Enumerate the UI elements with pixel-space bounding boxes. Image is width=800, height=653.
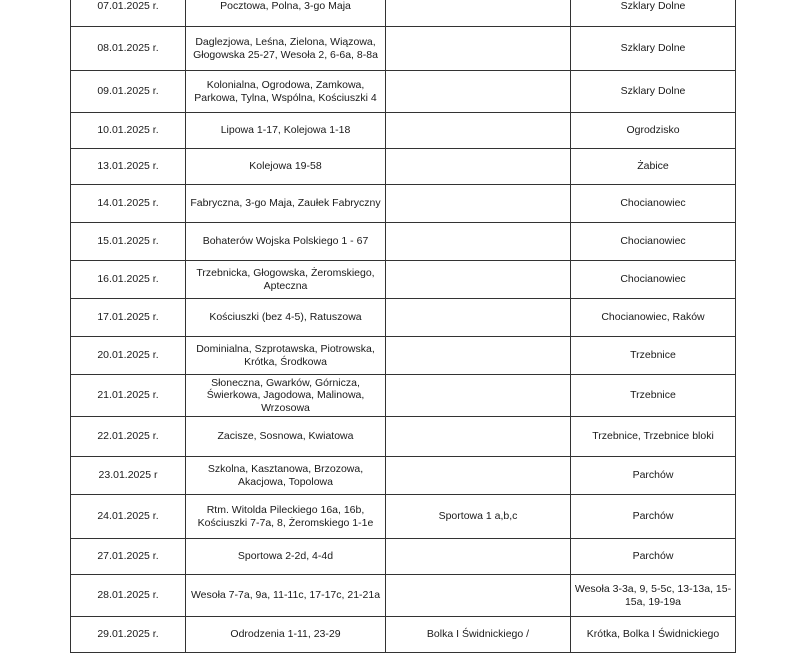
- locality-cell: Trzebnice: [571, 337, 736, 375]
- extra-streets-cell: [386, 71, 571, 113]
- streets-cell: Dominialna, Szprotawska, Piotrowska, Krótka, Środkowa: [186, 337, 386, 375]
- streets-cell: Sportowa 2-2d, 4-4d: [186, 539, 386, 575]
- streets-cell: Kościuszki (bez 4-5), Ratuszowa: [186, 299, 386, 337]
- locality-cell: Chocianowiec: [571, 223, 736, 261]
- extra-streets-cell: [386, 457, 571, 495]
- date-cell: 22.01.2025 r.: [71, 417, 186, 457]
- extra-streets-cell: [386, 337, 571, 375]
- streets-cell: Daglezjowa, Leśna, Zielona, Wiązowa, Głogowska 25-27, Wesoła 2, 6-6a, 8-8a: [186, 27, 386, 71]
- date-cell: 08.01.2025 r.: [71, 27, 186, 71]
- table-row: [71, 113, 736, 149]
- streets-cell: Szkolna, Kasztanowa, Brzozowa, Akacjowa, Topolowa: [186, 457, 386, 495]
- extra-streets-cell: [386, 223, 571, 261]
- streets-cell: Kolonialna, Ogrodowa, Zamkowa, Parkowa, Tylna, Wspólna, Kościuszki 4: [186, 71, 386, 113]
- table-row: [71, 261, 736, 299]
- date-cell: 14.01.2025 r.: [71, 185, 186, 223]
- extra-streets-cell: [386, 575, 571, 617]
- date-cell: 17.01.2025 r.: [71, 299, 186, 337]
- locality-cell: Szklary Dolne: [571, 71, 736, 113]
- streets-cell: Pocztowa, Polna, 3-go Maja: [186, 0, 386, 27]
- date-cell: 09.01.2025 r.: [71, 71, 186, 113]
- table-row: [71, 337, 736, 375]
- table-row: [71, 575, 736, 617]
- table-row: [71, 185, 736, 223]
- locality-cell: Szklary Dolne: [571, 0, 736, 27]
- extra-streets-cell: [386, 375, 571, 417]
- table-row: [71, 71, 736, 113]
- locality-cell: Chocianowiec: [571, 185, 736, 223]
- locality-cell: Chocianowiec, Raków: [571, 299, 736, 337]
- locality-cell: Parchów: [571, 539, 736, 575]
- table-row: [71, 617, 736, 653]
- table-row: [71, 375, 736, 417]
- table-row: [71, 27, 736, 71]
- extra-streets-cell: [386, 299, 571, 337]
- locality-cell: Krótka, Bolka I Świdnickiego: [571, 617, 736, 653]
- streets-cell: Bohaterów Wojska Polskiego 1 - 67: [186, 223, 386, 261]
- streets-cell: Trzebnicka, Głogowska, Żeromskiego, Apteczna: [186, 261, 386, 299]
- date-cell: 07.01.2025 r.: [71, 0, 186, 27]
- locality-cell: Szklary Dolne: [571, 27, 736, 71]
- extra-streets-cell: [386, 539, 571, 575]
- streets-cell: Fabryczna, 3-go Maja, Zaułek Fabryczny: [186, 185, 386, 223]
- extra-streets-cell: [386, 113, 571, 149]
- date-cell: 24.01.2025 r.: [71, 495, 186, 539]
- table-row: [71, 223, 736, 261]
- streets-cell: Rtm. Witolda Pileckiego 16a, 16b, Kościuszki 7-7a, 8, Żeromskiego 1-1e: [186, 495, 386, 539]
- extra-streets-cell: Bolka I Świdnickiego /: [386, 617, 571, 653]
- table-row: [71, 299, 736, 337]
- date-cell: 21.01.2025 r.: [71, 375, 186, 417]
- extra-streets-cell: [386, 185, 571, 223]
- locality-cell: Trzebnice, Trzebnice bloki: [571, 417, 736, 457]
- streets-cell: Słoneczna, Gwarków, Górnicza, Świerkowa, Jagodowa, Malinowa, Wrzosowa: [186, 375, 386, 417]
- locality-cell: Ogrodzisko: [571, 113, 736, 149]
- table-row: [71, 539, 736, 575]
- extra-streets-cell: [386, 27, 571, 71]
- locality-cell: Chocianowiec: [571, 261, 736, 299]
- date-cell: 10.01.2025 r.: [71, 113, 186, 149]
- date-cell: 23.01.2025 r: [71, 457, 186, 495]
- locality-cell: Trzebnice: [571, 375, 736, 417]
- date-cell: 27.01.2025 r.: [71, 539, 186, 575]
- extra-streets-cell: Sportowa 1 a,b,c: [386, 495, 571, 539]
- streets-cell: Kolejowa 19-58: [186, 149, 386, 185]
- date-cell: 20.01.2025 r.: [71, 337, 186, 375]
- collection-schedule-table: [70, 0, 736, 653]
- streets-cell: Lipowa 1-17, Kolejowa 1-18: [186, 113, 386, 149]
- date-cell: 13.01.2025 r.: [71, 149, 186, 185]
- table-row: [71, 0, 736, 27]
- extra-streets-cell: [386, 261, 571, 299]
- locality-cell: Żabice: [571, 149, 736, 185]
- date-cell: 15.01.2025 r.: [71, 223, 186, 261]
- table-row: [71, 417, 736, 457]
- table-row: [71, 457, 736, 495]
- locality-cell: Parchów: [571, 457, 736, 495]
- extra-streets-cell: [386, 417, 571, 457]
- streets-cell: Odrodzenia 1-11, 23-29: [186, 617, 386, 653]
- locality-cell: Parchów: [571, 495, 736, 539]
- locality-cell: Wesoła 3-3a, 9, 5-5c, 13-13a, 15-15a, 19-19a: [571, 575, 736, 617]
- date-cell: 29.01.2025 r.: [71, 617, 186, 653]
- table-row: [71, 495, 736, 539]
- date-cell: 28.01.2025 r.: [71, 575, 186, 617]
- extra-streets-cell: [386, 0, 571, 27]
- table-row: [71, 149, 736, 185]
- extra-streets-cell: [386, 149, 571, 185]
- table-body: [71, 0, 736, 653]
- date-cell: 16.01.2025 r.: [71, 261, 186, 299]
- streets-cell: Zacisze, Sosnowa, Kwiatowa: [186, 417, 386, 457]
- streets-cell: Wesoła 7-7a, 9a, 11-11c, 17-17c, 21-21a: [186, 575, 386, 617]
